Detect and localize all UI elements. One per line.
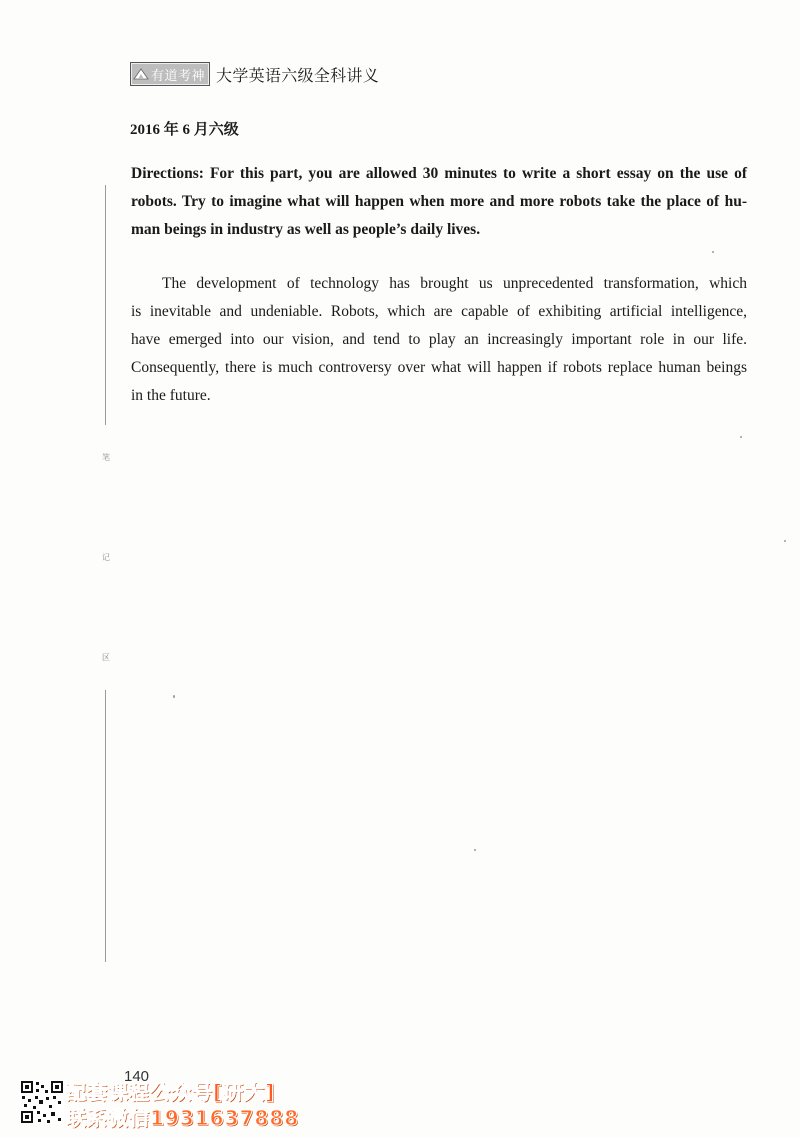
exam-title: 2016 年 6 月六级: [130, 122, 239, 138]
essay-line: Consequently, there is much controversy over what will happen if robots replace human beings: [131, 359, 747, 376]
scan-speck: [474, 849, 476, 851]
directions-line: Directions: For this part, you are allowed 30 minutes to write a short essay on the use of: [131, 165, 747, 182]
margin-rule: [105, 690, 106, 962]
scan-speck: [712, 251, 714, 253]
essay-line: in the future.: [131, 387, 211, 404]
essay-paragraph: [131, 270, 747, 410]
margin-note-char: 记: [102, 553, 110, 562]
directions-line: man beings in industry as well as people’s daily lives.: [131, 221, 481, 238]
scan-speck: [173, 695, 175, 698]
watermark-line: 配套课程公众号[研大]: [66, 1080, 276, 1104]
essay-line: is inevitable and undeniable. Robots, which are capable of exhibiting artificial intelligence,: [131, 303, 747, 320]
page-number: 140: [124, 1068, 150, 1085]
logo-text: 有道考神: [151, 68, 206, 84]
publisher-logo: [130, 62, 210, 86]
essay-line: have emerged into our vision, and tend to play an increasingly important role in our life.: [131, 331, 747, 348]
margin-note-char: 区: [102, 653, 110, 662]
essay-line: The development of technology has brought us unprecedented transformation, which: [162, 275, 747, 292]
directions-line: robots. Try to imagine what will happen when more and more robots take the place of hu-: [131, 193, 747, 210]
scan-speck: [784, 540, 786, 542]
margin-rule: [105, 185, 106, 425]
directions-paragraph: [131, 160, 747, 244]
scan-speck: [740, 436, 742, 438]
margin-note-char: 笔: [102, 453, 110, 462]
watermark-line: 联系微信1931637888: [66, 1106, 300, 1130]
book-icon: [133, 66, 149, 82]
book-title: 大学英语六级全科讲义: [216, 65, 380, 85]
page-header: [130, 62, 379, 86]
qr-code-icon: [20, 1080, 64, 1124]
